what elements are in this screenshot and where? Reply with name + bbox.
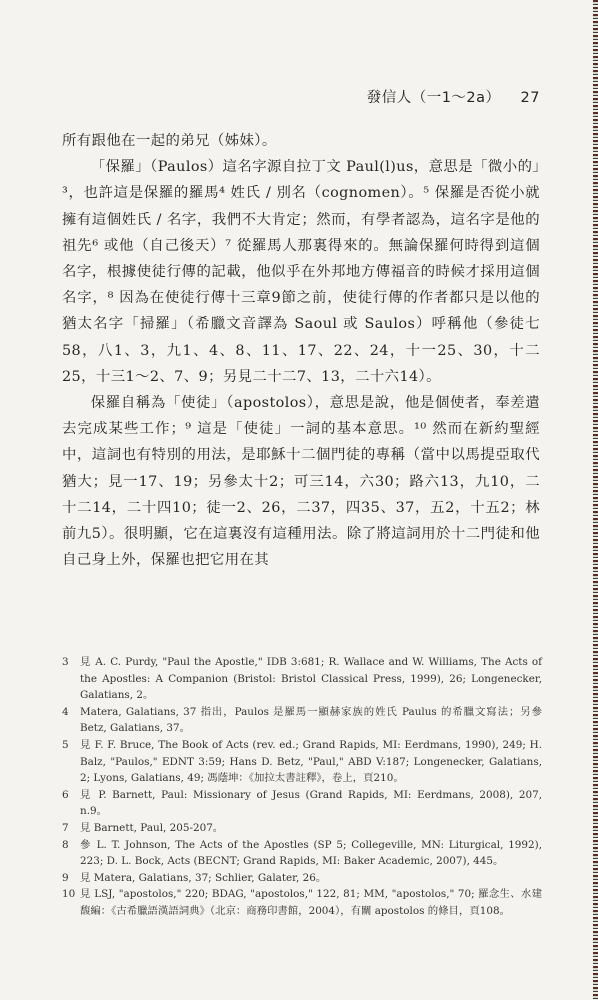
running-head — [367, 86, 540, 107]
footnotes — [62, 654, 542, 920]
footnote-text: 見 F. F. Bruce, The Book of Acts (rev. ed.; Grand Rapids, MI: Eerdmans, 1990), 249; H. Balz, "Paulos," EDNT 3:59; Hans D. Betz, "Paul," ABD V:187; Longenecker, Galatians, 2; Lyons, Galatians, 49; 馮蔭坤：《加拉太書註釋》，卷上，頁210。 — [80, 738, 542, 785]
running-head-title: 發信人（一1～2a） — [366, 90, 501, 106]
paragraph-continuation: 所有跟他在一起的弟兄（姊妹）。 — [62, 133, 277, 149]
footnote-text: 見 Matera, Galatians, 37; Schlier, Galater, 26。 — [80, 871, 327, 884]
footnote — [62, 737, 542, 787]
footnote — [62, 870, 542, 887]
footnote-number: 9 — [62, 871, 69, 884]
footnote — [62, 820, 542, 837]
footnote — [62, 837, 542, 870]
page-edge-strip — [593, 0, 598, 1000]
footnote-text: 見 LSJ, "apostolos," 220; BDAG, "apostolos," 122, 81; MM, "apostolos," 70; 羅念生、水建馥編：《古希臘語漢語詞典》（北京：商務印書館，2004），有關 apostolos 的條目，頁108。 — [80, 888, 542, 917]
footnote-text: 見 P. Barnett, Paul: Missionary of Jesus (Grand Rapids, MI: Eerdmans, 2008), 207, n.9。 — [80, 788, 542, 818]
footnote-number: 10 — [62, 888, 76, 901]
footnote — [62, 886, 542, 919]
footnote-number: 7 — [62, 821, 69, 834]
footnote-text: 參 L. T. Johnson, The Acts of the Apostles (SP 5; Collegeville, MN: Liturgical, 1992), 223; D. L. Bock, Acts (BECNT; Grand Rapids, MI: Baker Academic, 2007), 445。 — [80, 838, 542, 868]
footnote-number: 8 — [62, 838, 69, 851]
paragraph-paulos-name: 「保羅」（Paulos）這名字源自拉丁文 Paul(l)us，意思是「微小的」³，也許這是保羅的羅馬⁴ 姓氏 / 別名（cognomen）。⁵ 保羅是否從小就擁有這個姓氏 / 名字，我們不大肯定；然而，有學者認為，這名字是他的祖先⁶ 或他（自己後天）⁷ 從羅馬人那裏得來的。無論保羅何時得到這個名字，根據使徒行傳的記載，他似乎在外邦地方傳福音的時候才採用這個名字，⁸ 因為在使徒行傳十三章9節之前，使徒行傳的作者都只是以他的猶太名字「掃羅」（希臘文音譯為 Saoul 或 Saulos）呼稱他（參徒七58，八1、3，九1、4、8、11、17、22、24，十一25、30，十二25，十三1～2、7、9；另見二十二7、13，二十六14）。 — [62, 159, 540, 385]
footnote-text: 見 Barnett, Paul, 205-207。 — [80, 821, 224, 834]
page-number: 27 — [520, 90, 540, 106]
footnote-number: 4 — [62, 705, 69, 718]
footnote-number: 6 — [62, 788, 69, 801]
paragraph-apostle: 保羅自稱為「使徒」（apostolos），意思是說，他是個使者，奉差遣去完成某些工作；⁹ 這是「使徒」一詞的基本意思。¹⁰ 然而在新約聖經中，這詞也有特別的用法，是耶穌十二個門徒的專稱（當中以馬提亞取代猶大；見一17、19；另參太十2；可三14，六30；路六13，九10，二十二14，二十四10；徒一2、26，二37，四35、37，五2，十五2；林前九5）。很明顯，它在這裏沒有這種用法。除了將這詞用於十二門徒和他自己身上外，保羅也把它用在其 — [62, 395, 540, 569]
footnote — [62, 787, 542, 820]
footnote-text: Matera, Galatians, 37 指出，Paulos 是羅馬一顯赫家族的姓氏 Paulus 的希臘文寫法；另參 Betz, Galatians, 37。 — [80, 705, 542, 735]
main-text — [62, 128, 540, 573]
footnote-number: 3 — [62, 656, 69, 668]
footnote — [62, 704, 542, 737]
footnote — [62, 654, 542, 704]
footnote-number: 5 — [62, 738, 69, 751]
footnote-text: 見 A. C. Purdy, "Paul the Apostle," IDB 3:681; R. Wallace and W. Williams, The Acts of the Apostles: A Companion (Bristol: Bristol Classical Press, 1999), 26; Longenecker, Galatians, 2。 — [80, 656, 542, 702]
